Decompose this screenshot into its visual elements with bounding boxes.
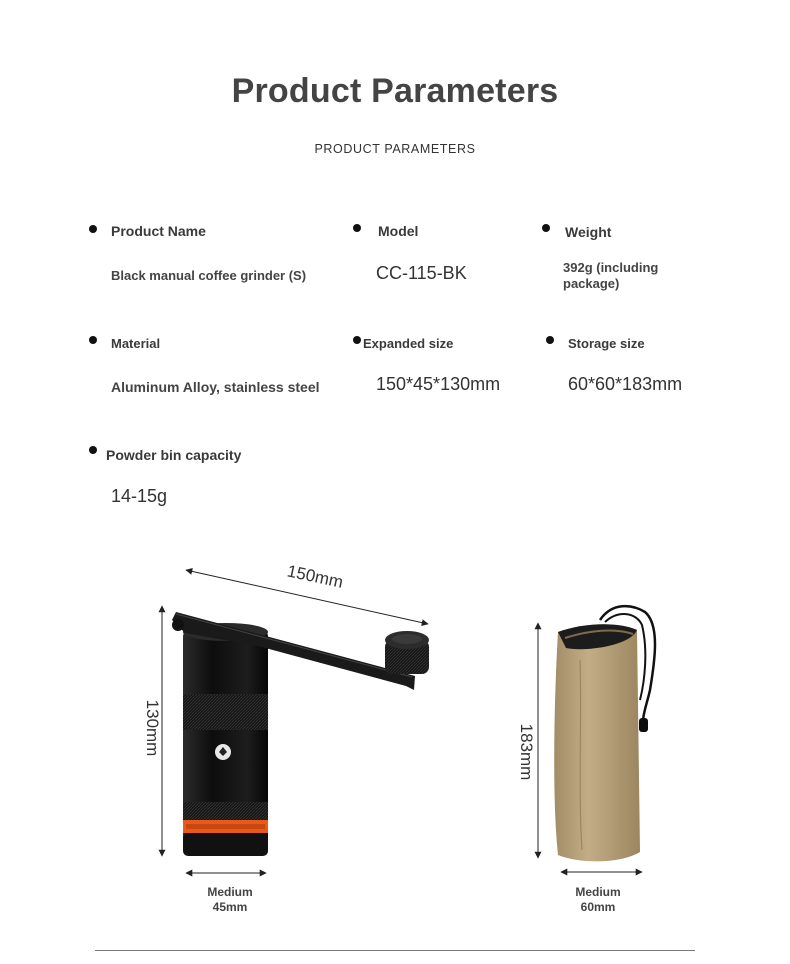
model-label: Model [378, 223, 419, 239]
grinder-caption [180, 885, 280, 915]
grinder-caption-line1: Medium [207, 885, 253, 899]
storage-size-value: 60*60*183mm [568, 374, 683, 394]
bullet-dot [89, 336, 97, 344]
storage-pouch-illustration [554, 606, 655, 861]
pouch-caption-line2: 60mm [580, 900, 616, 914]
powder-bin-value: 14-15g [111, 486, 168, 506]
height-dimension-label: 130mm [143, 699, 162, 757]
powder-bin-label: Powder bin capacity [106, 447, 242, 463]
bullet-dot [353, 224, 361, 232]
bullet-dot [353, 336, 361, 344]
grinder-knurled-band [183, 694, 268, 730]
product-dimension-figure [0, 540, 790, 940]
product-name-value: Black manual coffee grinder (S) [111, 268, 307, 283]
bottom-divider [95, 950, 695, 951]
pouch-height-label: 183mm [517, 723, 536, 781]
material-label: Material [111, 336, 161, 351]
weight-value [563, 260, 658, 292]
model-value: CC-115-BK [376, 263, 467, 283]
material-value: Aluminum Alloy, stainless steel [111, 379, 320, 395]
page-subtitle: PRODUCT PARAMETERS [314, 142, 476, 156]
bullet-dot [89, 225, 97, 233]
pouch-caption-line1: Medium [575, 885, 621, 899]
storage-size-label: Storage size [568, 336, 645, 351]
expanded-size-label: Expanded size [363, 336, 454, 351]
expanded-size-value: 150*45*130mm [376, 374, 501, 394]
bullet-dot [89, 446, 97, 454]
weight-value-line1: 392g (including [563, 260, 659, 275]
pouch-cord-stopper [639, 718, 648, 732]
pouch-fabric [554, 624, 640, 861]
grinder-caption-line2: 45mm [212, 900, 248, 914]
weight-value-line2: package) [563, 276, 620, 291]
pouch-caption [548, 885, 648, 915]
weight-label: Weight [565, 224, 612, 240]
product-name-label: Product Name [111, 223, 206, 239]
bullet-dot [542, 224, 550, 232]
coffee-grinder-illustration [172, 612, 429, 856]
page-title: Product Parameters [231, 72, 559, 110]
width-dimension-label: 150mm [285, 561, 345, 592]
bullet-dot [546, 336, 554, 344]
